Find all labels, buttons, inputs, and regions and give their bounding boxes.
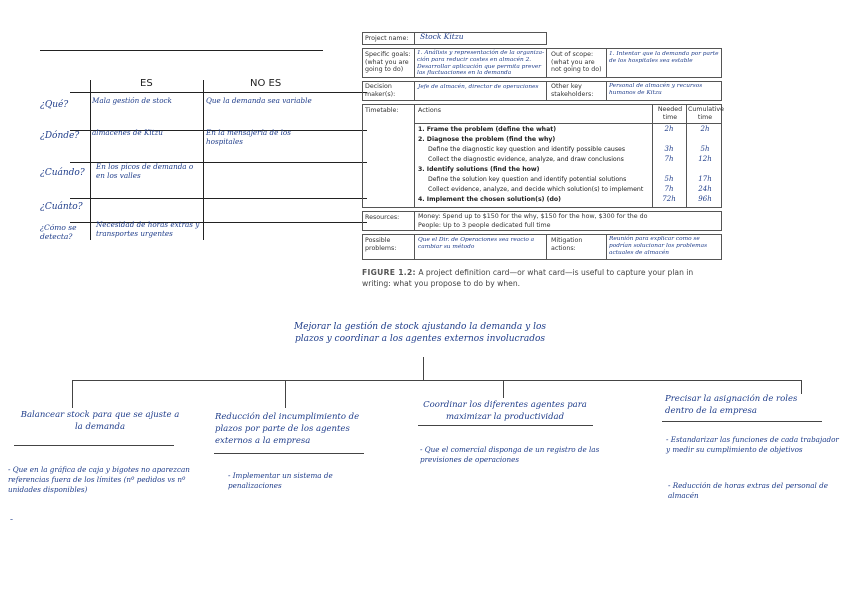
step-diagnose: 2. Diagnose the problem (find the why)	[418, 136, 556, 143]
specific-goals-label: Specific goals: (what you are going to do)	[365, 51, 411, 73]
table-col-rule	[90, 80, 91, 240]
stray-dash-mark: -	[10, 515, 14, 525]
project-definition-card	[362, 32, 722, 262]
branch-drop-1	[72, 380, 73, 408]
step-identify-define-cumulative: 17h	[698, 175, 712, 183]
row-question-que: ¿Qué?	[40, 100, 69, 110]
resources-people: People: Up to 3 people dedicated full time	[418, 222, 551, 229]
step-frame: 1. Frame the problem (define the what)	[418, 126, 557, 133]
step-identify-define: Define the solution key question and identify potential solutions	[428, 176, 627, 183]
caption-figure-number: FIGURE 1.2:	[362, 268, 416, 277]
cell-no-es-que: Que la demanda sea variable	[206, 96, 312, 105]
step-implement-needed: 72h	[662, 195, 676, 203]
branch-drop-2	[285, 380, 286, 408]
row-question-donde: ¿Dónde?	[40, 131, 80, 141]
step-identify-collect-needed: 7h	[664, 185, 674, 193]
root-stem	[423, 357, 424, 381]
branch-precisar-roles: Precisar la asignación de roles dentro de la empresa	[665, 394, 798, 416]
branch-drop-4	[801, 380, 802, 394]
step-identify-define-needed: 5h	[664, 175, 674, 183]
step-diagnose-define-cumulative: 5h	[700, 145, 710, 153]
resources-money: Money: Spend up to $150 for the why, $150 for the how, $300 for the do	[418, 213, 648, 220]
cumulative-header: Cumulative time	[688, 106, 724, 121]
mitigation-label: Mitigation actions:	[551, 237, 583, 252]
objectives-tree	[0, 305, 848, 600]
step-diagnose-collect-needed: 7h	[664, 155, 674, 163]
mitigation-value: Reunión para explicar como se podrían solucionar los problemas actuales de almacén	[609, 236, 708, 256]
timetable-label: Timetable:	[365, 107, 399, 114]
table-row-rule	[70, 198, 367, 199]
table-col-rule	[203, 80, 204, 240]
branch-3-item-1: - Que el comercial disponga de un registro de las previsiones de operaciones	[420, 445, 600, 464]
step-frame-cumulative: 2h	[700, 125, 710, 133]
es-no-es-table	[40, 50, 325, 240]
cell-es-como: Necesidad de horas extras y transportes urgentes	[96, 220, 200, 238]
branch-connector	[72, 380, 802, 381]
table-top-rule	[40, 50, 323, 51]
branch-coordinar-agentes: Coordinar los diferentes agentes para maximizar la productividad	[423, 400, 587, 422]
branch-3-underline	[418, 425, 593, 426]
table-header-rule	[70, 92, 367, 93]
tree-root: Mejorar la gestión de stock ajustando la demanda y los plazos y coordinar a los agentes externos involucrados	[293, 322, 547, 344]
cell-es-donde: almacenes de Kitzu	[92, 128, 163, 137]
cell-no-es-donde: En la mensajería de los hospitales	[206, 128, 291, 146]
row-question-cuando: ¿Cuándo?	[40, 168, 85, 178]
project-name-label: Project name:	[365, 35, 409, 42]
step-identify: 3. Identify solutions (find the how)	[418, 166, 540, 173]
branch-reduccion-plazos: Reducción del incumplimiento de plazos por parte de los agentes externos a la empresa	[215, 412, 360, 446]
out-of-scope-label: Out of scope: (what you are not going to do)	[551, 51, 602, 73]
resources-label: Resources:	[365, 214, 400, 221]
figure-caption	[362, 267, 722, 289]
col-header-no-es: NO ES	[250, 78, 282, 89]
specific-goals-value: 1. Análisis y representación de la organiza-ción para reducir costes en almacén 2. Desarrollar aplicación que permita prever las fluctuaciones en la demanda	[417, 50, 545, 77]
step-frame-needed: 2h	[664, 125, 674, 133]
step-diagnose-collect: Collect the diagnostic evidence, analyze, and draw conclusions	[428, 156, 624, 163]
row-question-cuanto: ¿Cuánto?	[40, 202, 83, 212]
caption-text: A project definition card—or what card—is useful to capture your plan in writing: what you propose to do by when.	[362, 268, 694, 288]
stakeholders-label: Other key stakeholders:	[551, 83, 594, 98]
stakeholders-value: Personal de almacén y recursos humanos de Kitzu	[609, 83, 703, 96]
step-diagnose-define-needed: 3h	[664, 145, 674, 153]
step-identify-collect-cumulative: 24h	[698, 185, 712, 193]
branch-4-item-2: - Reducción de horas extras del personal de almacén	[668, 481, 828, 500]
branch-balancear-stock: Balancear stock para que se ajuste a la demanda	[20, 410, 180, 432]
cell-es-que: Mala gestión de stock	[92, 96, 172, 105]
timetable-header-rule	[414, 123, 722, 124]
out-of-scope-value: 1. Intentar que la demanda por parte de los hospitales sea estable	[609, 51, 719, 64]
actions-header: Actions	[418, 107, 442, 114]
problems-label: Possible problems:	[365, 237, 397, 252]
step-implement: 4. Implement the chosen solution(s) (do)	[418, 196, 561, 203]
problems-value: Que el Dir. de Operaciones sea reacio a cambiar su método	[418, 237, 535, 250]
branch-2-underline	[214, 453, 364, 454]
branch-2-item-1: - Implementar un sistema de penalizaciones	[228, 471, 333, 490]
step-diagnose-collect-cumulative: 12h	[698, 155, 712, 163]
decision-makers-label: Decision maker(s):	[365, 83, 396, 98]
branch-1-underline	[14, 445, 174, 446]
step-identify-collect: Collect evidence, analyze, and decide which solution(s) to implement	[428, 186, 644, 193]
decision-makers-value: Jefe de almacén, director de operaciones	[418, 84, 539, 90]
col-header-es: ES	[140, 78, 153, 89]
cell-es-cuando: En los picos de demanda o en los valles	[96, 162, 194, 180]
step-implement-cumulative: 96h	[698, 195, 712, 203]
needed-header: Needed time	[657, 106, 683, 121]
branch-drop-3	[503, 380, 504, 398]
step-diagnose-define: Define the diagnostic key question and identify possible causes	[428, 146, 626, 153]
branch-4-underline	[662, 421, 822, 422]
branch-1-item-1: - Que en la gráfica de caja y bigotes no aparezcan referencias fuera de los límites (nº pedidos vs nº unidades disponibles)	[8, 465, 190, 494]
branch-4-item-1: - Estandarizar las funciones de cada trabajador y medir su cumplimiento de objetivos	[666, 435, 839, 454]
project-name-value: Stock Kitzu	[420, 32, 464, 41]
row-question-como: ¿Cómo se detecta?	[40, 223, 77, 241]
